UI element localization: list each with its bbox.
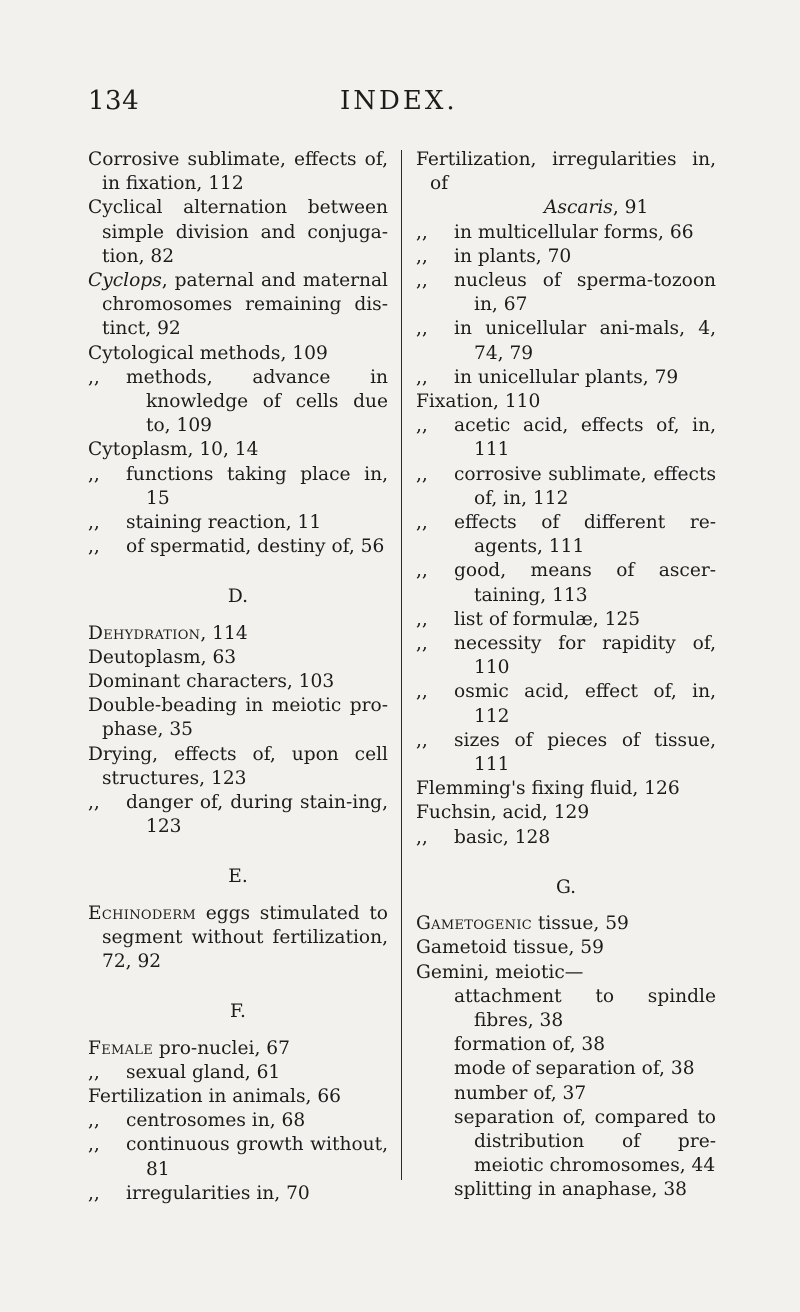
index-entry [416,912,716,936]
index-entry: Deutoplasm, 63 [88,646,237,668]
page-number: 134 [88,86,140,116]
index-entry [88,622,388,646]
entry-text: , 114 [200,622,248,644]
index-entry: Dominant characters, 103 [88,671,335,693]
subentry-text: list of formulæ, 125 [454,608,641,630]
subentry-text: attachment to spindle fibres, 38 [454,985,716,1031]
index-subentry [416,221,716,245]
index-entry: Gemini, meiotic— [416,961,584,983]
subentry-text: mode of separation of, 38 [454,1058,695,1080]
subentry-text: number of, 37 [454,1082,587,1104]
entry-smallcaps-term: Dehydration [88,622,201,644]
section-letter-g: G. [555,876,577,898]
index-entry: Flemming's fixing fluid, 126 [416,778,680,800]
index-subentry [416,559,716,607]
entry-text: , paternal and maternal chromosomes remaining dis-tinct, 92 [102,270,388,340]
subentry-text: formation of, 38 [454,1034,606,1056]
index-subentry [88,1133,388,1181]
index-entry: Gametoid tissue, 59 [416,937,604,959]
index-subentry [88,511,388,535]
ditto-mark: ,, [416,270,428,292]
entry-text: pro-nuclei, 67 [153,1037,290,1059]
index-entry [88,269,388,342]
section-letter-d: D. [227,586,249,608]
index-subentry [416,463,716,511]
subentry-text: staining reaction, 11 [126,512,322,534]
entry-italic-term: Cyclops [88,270,162,292]
subentry-text: continuous growth without, 81 [126,1134,388,1180]
index-entry [88,1037,388,1061]
subentry-text: corrosive sublimate, effects of, in, 112 [454,463,716,509]
index-subentry [416,985,716,1033]
subentry-text: nucleus of sperma-tozoon in, 67 [454,270,716,316]
subentry-text: separation of, compared to distribution of pre-meiotic chromosomes, 44 [454,1106,716,1177]
subentry-text: in unicellular ani-mals, 4, 74, 79 [454,318,716,364]
index-subentry [416,826,716,850]
ditto-mark: ,, [88,792,100,814]
entry-text: tissue, 59 [532,913,629,935]
ditto-mark: ,, [88,512,100,534]
section-letter-e: E. [228,866,248,888]
subentry-text: good, means of ascer-taining, 113 [454,560,716,606]
index-subentry [416,1057,716,1081]
ditto-mark: ,, [416,512,428,534]
subentry-text: effects of different re-agents, 111 [454,512,716,558]
subentry-text: splitting in anaphase, 38 [454,1179,687,1201]
ditto-mark: ,, [88,1110,100,1132]
page-header [88,86,696,126]
ditto-mark: ,, [416,245,428,267]
index-entry: Drying, effects of, upon cell structures, 123 [88,743,388,789]
section-letter-f: F. [230,1001,246,1023]
ditto-mark: ,, [416,681,428,703]
entry-smallcaps-term: Echinoderm [88,902,197,924]
ditto-mark: ,, [416,318,428,340]
ditto-mark: ,, [88,463,100,485]
index-subentry [416,632,716,680]
ditto-mark: ,, [416,608,428,630]
index-subentry [416,511,716,559]
subentry-text: acetic acid, effects of, in, 111 [454,415,716,461]
index-entry: Cytoplasm, 10, 14 [88,439,259,461]
ditto-mark: ,, [88,1134,100,1156]
index-subentry [416,1178,716,1202]
subentry-text: irregularities in, 70 [126,1182,310,1204]
index-subentry [416,608,716,632]
index-subentry [416,680,716,728]
subentry-text: necessity for rapidity of, 110 [454,633,716,679]
index-entry: Double-beading in meiotic pro-phase, 35 [88,695,388,741]
subentry-text: of spermatid, destiny of, 56 [126,536,385,558]
index-subentry [88,1061,388,1085]
right-column [416,148,716,1203]
ditto-mark: ,, [416,826,428,848]
ditto-mark: ,, [416,729,428,751]
entry-text: eggs stimulated to segment without fertilization, 72, 92 [102,902,388,973]
index-entry: Fertilization, irregularities in, of [416,149,716,195]
index-subentry [416,366,716,390]
index-subentry [88,1182,388,1206]
index-entry: Corrosive sublimate, effects of, in fixation, 112 [88,149,388,195]
entry-italic-term: Ascaris [544,197,613,219]
subentry-text: in multicellular forms, 66 [454,221,694,243]
ditto-mark: ,, [88,1061,100,1083]
subentry-text: osmic acid, effect of, in, 112 [454,681,716,727]
subentry-text: danger of, during stain-ing, 123 [126,792,388,838]
index-subentry [416,245,716,269]
ditto-mark: ,, [416,415,428,437]
ditto-mark: ,, [88,536,100,558]
index-subentry [88,366,388,439]
subentry-text: in unicellular plants, 79 [454,366,679,388]
column-divider [401,150,402,1180]
ditto-mark: ,, [416,366,428,388]
entry-text: , 91 [612,197,649,219]
subentry-text: in plants, 70 [454,245,572,267]
ditto-mark: ,, [416,633,428,655]
entry-smallcaps-term: Gametogenic [416,913,533,935]
index-subentry [416,729,716,777]
ditto-mark: ,, [416,463,428,485]
index-subentry [416,1033,716,1057]
index-subentry [416,1106,716,1179]
ditto-mark: ,, [416,560,428,582]
left-column [88,148,388,1206]
index-entry: Cyclical alternation between simple division and conjuga-tion, 82 [88,197,388,267]
index-entry-continuation [416,196,716,220]
index-entry: Fixation, 110 [416,391,541,413]
index-subentry [416,269,716,317]
entry-smallcaps-term: Female [88,1037,154,1059]
index-entry: Fuchsin, acid, 129 [416,802,590,824]
index-subentry [88,1109,388,1133]
index-subentry [416,317,716,365]
subentry-text: methods, advance in knowledge of cells due to, 109 [126,366,388,437]
ditto-mark: ,, [416,221,428,243]
subentry-text: functions taking place in, 15 [126,463,388,509]
index-subentry [88,463,388,511]
ditto-mark: ,, [88,366,100,388]
index-subentry [416,414,716,462]
index-entry: Fertilization in animals, 66 [88,1085,341,1107]
subentry-text: sexual gland, 61 [126,1061,281,1083]
subentry-text: sizes of pieces of tissue, 111 [454,729,716,776]
index-entry: Cytological methods, 109 [88,342,328,364]
index-subentry [88,535,388,559]
index-entry [88,902,388,975]
subentry-text: centrosomes in, 68 [126,1110,306,1132]
subentry-text: basic, 128 [454,826,551,848]
running-head: INDEX. [340,86,458,116]
index-subentry [416,1082,716,1106]
index-subentry [88,791,388,839]
ditto-mark: ,, [88,1182,100,1204]
